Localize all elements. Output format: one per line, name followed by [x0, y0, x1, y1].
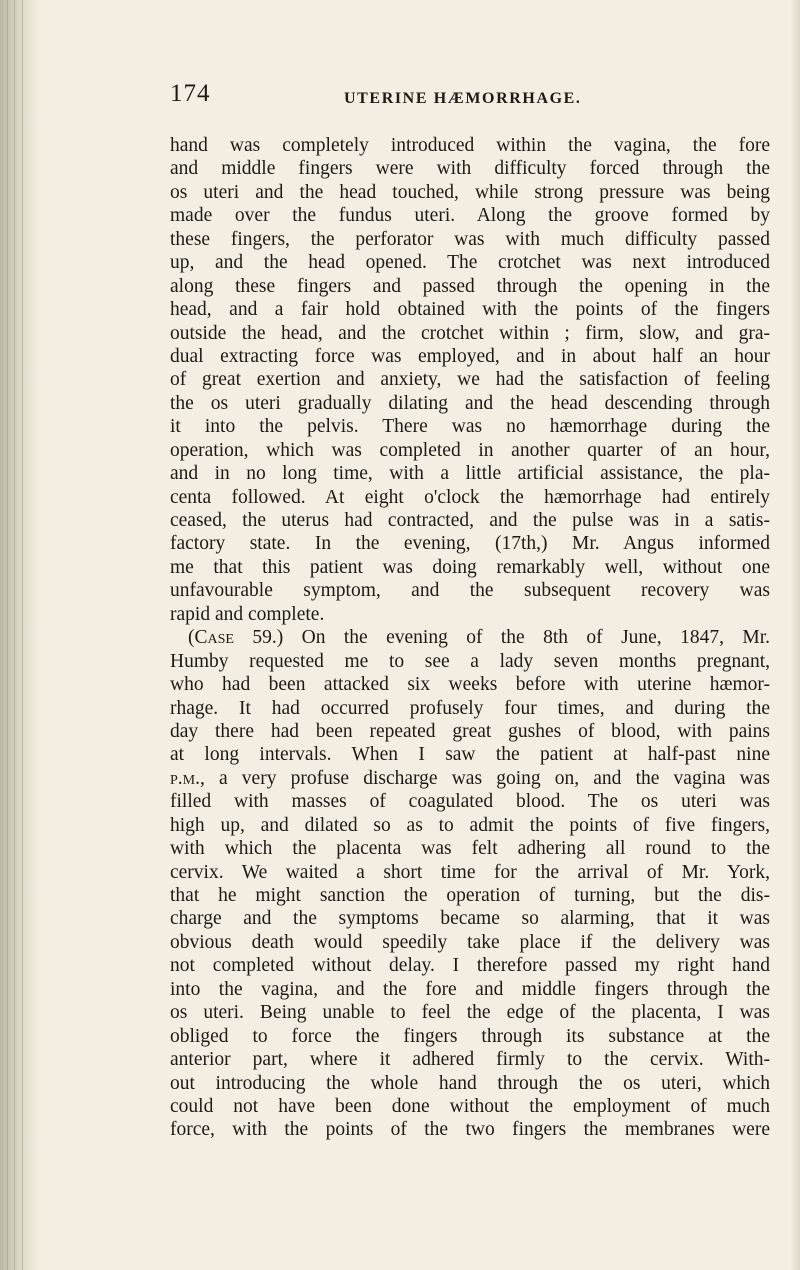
- text-line: Humby requested me to see a lady seven months pregnant,: [170, 650, 770, 672]
- body-text: [170, 134, 770, 1142]
- gutter-edge-line: [14, 0, 15, 1270]
- text-line: filled with masses of coagulated blood. The os uteri was: [170, 791, 770, 813]
- text-line: obvious death would speedily take place if the delivery was: [170, 931, 770, 953]
- text-line: with which the placenta was felt adhering all round to the: [170, 838, 770, 860]
- text-line: os uteri and the head touched, while strong pressure was being: [170, 181, 770, 203]
- text-line: outside the head, and the crotchet within ; firm, slow, and gra-: [170, 322, 770, 344]
- text-line: head, and a fair hold obtained with the points of the fingers: [170, 299, 770, 321]
- text-line: out introducing the whole hand through the os uteri, which: [170, 1072, 770, 1094]
- text-line: it into the pelvis. There was no hæmorrhage during the: [170, 416, 770, 438]
- page-gutter-shadow: [0, 0, 40, 1270]
- text-line: into the vagina, and the fore and middle fingers through the: [170, 978, 770, 1000]
- page-right-edge: [790, 0, 800, 1270]
- text-line: obliged to force the fingers through its substance at the: [170, 1025, 770, 1047]
- text-line: up, and the head opened. The crotchet was next introduced: [170, 252, 770, 274]
- text-line: hand was completely introduced within the vagina, the fore: [170, 135, 770, 156]
- case-label: Case: [194, 627, 234, 649]
- text-line: and middle fingers were with difficulty forced through the: [170, 158, 770, 180]
- text-line: cervix. We waited a short time for the arrival of Mr. York,: [170, 861, 770, 883]
- text-line: anterior part, where it adhered firmly to the cervix. With-: [170, 1049, 770, 1071]
- text-line: me that this patient was doing remarkably well, without one: [170, 556, 770, 578]
- paragraph-end-line: rapid and complete.: [170, 603, 325, 625]
- text-line: of great exertion and anxiety, we had the satisfaction of feeling: [170, 369, 770, 391]
- time-abbreviation: p.m.: [170, 767, 200, 789]
- text-line: force, with the points of the two fingers the membranes were: [170, 1119, 770, 1141]
- text-line: and in no long time, with a little artificial assistance, the pla-: [170, 463, 770, 485]
- text-line: os uteri. Being unable to feel the edge of the placenta, I was: [170, 1002, 770, 1024]
- text-line: high up, and dilated so as to admit the points of five fingers,: [170, 814, 770, 836]
- text-line: unfavourable symptom, and the subsequent recovery was: [170, 580, 770, 602]
- text-line: who had been attacked six weeks before with uterine hæmor-: [170, 674, 770, 696]
- text-line: not completed without delay. I therefore passed my right hand: [170, 955, 770, 977]
- text-line: day there had been repeated great gushes of blood, with pains: [170, 720, 770, 742]
- text-line: at long intervals. When I saw the patient at half-past nine: [170, 744, 770, 766]
- text-line: made over the fundus uteri. Along the groove formed by: [170, 205, 770, 227]
- text-line: factory state. In the evening, (17th,) Mr. Angus informed: [170, 533, 770, 555]
- case-59-opening-line: (Case 59.) On the evening of the 8th of June, 1847, Mr.: [188, 627, 770, 649]
- text-line: p.m., a very profuse discharge was going on, and the vagina was: [170, 767, 770, 789]
- text-line: could not have been done without the employment of much: [170, 1095, 770, 1117]
- gutter-edge-line: [7, 0, 8, 1270]
- text-line: centa followed. At eight o'clock the hæmorrhage had entirely: [170, 486, 770, 508]
- text-line: rhage. It had occurred profusely four times, and during the: [170, 697, 770, 719]
- text-line: the os uteri gradually dilating and the head descending through: [170, 392, 770, 414]
- running-head: UTERINE HÆMORRHAGE.: [344, 90, 582, 107]
- page-header: [170, 80, 770, 120]
- text-line: along these fingers and passed through the opening in the: [170, 275, 770, 297]
- text-line: charge and the symptoms became so alarming, that it was: [170, 908, 770, 930]
- page-number: 174: [170, 80, 211, 107]
- gutter-edge-line: [22, 0, 23, 1270]
- text-line: these fingers, the perforator was with much difficulty passed: [170, 228, 770, 250]
- text-line: dual extracting force was employed, and in about half an hour: [170, 345, 770, 367]
- text-line: operation, which was completed in another quarter of an hour,: [170, 439, 770, 461]
- text-line: that he might sanction the operation of turning, but the dis-: [170, 885, 770, 906]
- text-line: ceased, the uterus had contracted, and the pulse was in a satis-: [170, 510, 770, 531]
